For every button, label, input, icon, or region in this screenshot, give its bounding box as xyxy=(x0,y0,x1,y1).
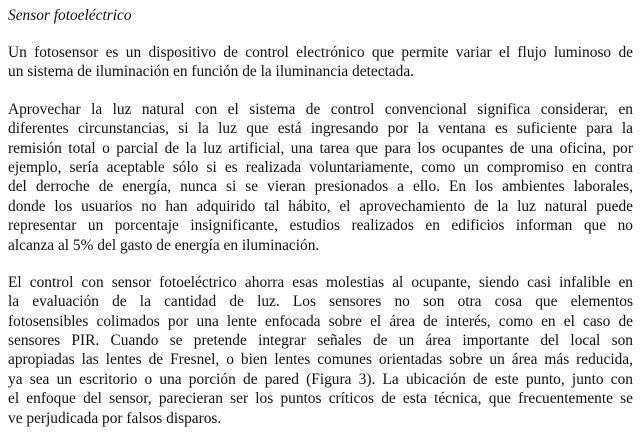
paragraph-1 xyxy=(8,43,633,82)
paragraph-line: un sistema de iluminación en función de la iluminancia detectada. xyxy=(8,63,415,81)
paragraph-line: Aprovechar la luz natural con el sistema de control convencional significa considerar, en xyxy=(8,100,633,118)
paragraph-line: representar un porcentaje insignificante, estudios realizados en edificios informan que no xyxy=(8,217,633,235)
paragraph-2 xyxy=(8,100,633,255)
paragraph-line: sensores PIR. Cuando se pretende integrar señales de un área importante del local son xyxy=(8,332,633,350)
paragraph-line: remisión total o parcial de la luz artificial, una tarea que para los ocupantes de una oficina, por xyxy=(8,139,633,157)
paragraph-line: diferentes circunstancias, si la luz que está ingresando por la ventana es suficiente para la xyxy=(8,120,633,138)
paragraph-line: ve perjudicada por falsos disparos. xyxy=(8,409,222,427)
paragraph-line: fotosensibles colimados por una lente enfocada sobre el área de interés, como en el caso de xyxy=(8,312,633,330)
paragraph-line: ejemplo, sería aceptable sólo si es realizada voluntariamente, como un compromiso en contra xyxy=(8,158,633,176)
paragraph-line: la evaluación de la cantidad de luz. Los sensores no son otra cosa que elementos xyxy=(8,293,633,311)
paragraph-line: ya sea un escritorio o una porción de pared (Figura 3). La ubicación de este punto, junto con xyxy=(8,370,633,388)
paragraph-line: Un fotosensor es un dispositivo de control electrónico que permite variar el flujo luminoso de xyxy=(8,44,633,61)
paragraph-line: el enfoque del sensor, parecieran ser los puntos críticos de esta técnica, que frecuentemente se xyxy=(8,390,633,408)
paragraph-line: donde los usuarios no han adquirido tal hábito, el aprovechamiento de la luz natural puede xyxy=(8,197,633,215)
section-title: Sensor fotoeléctrico xyxy=(8,7,132,24)
paragraph-line: del derroche de energía, nunca si se vieran presionados a ello. En los ambientes laborales, xyxy=(8,178,633,196)
paragraph-line: apropiadas las lentes de Fresnel, o bien lentes comunes orientadas sobre un área más reducida, xyxy=(8,351,633,369)
paragraph-3 xyxy=(8,273,633,428)
paragraph-line: El control con sensor fotoeléctrico ahorra esas molestias al ocupante, siendo casi infalible en xyxy=(8,273,633,291)
paragraph-line: alcanza al 5% del gasto de energía en iluminación. xyxy=(8,236,320,254)
